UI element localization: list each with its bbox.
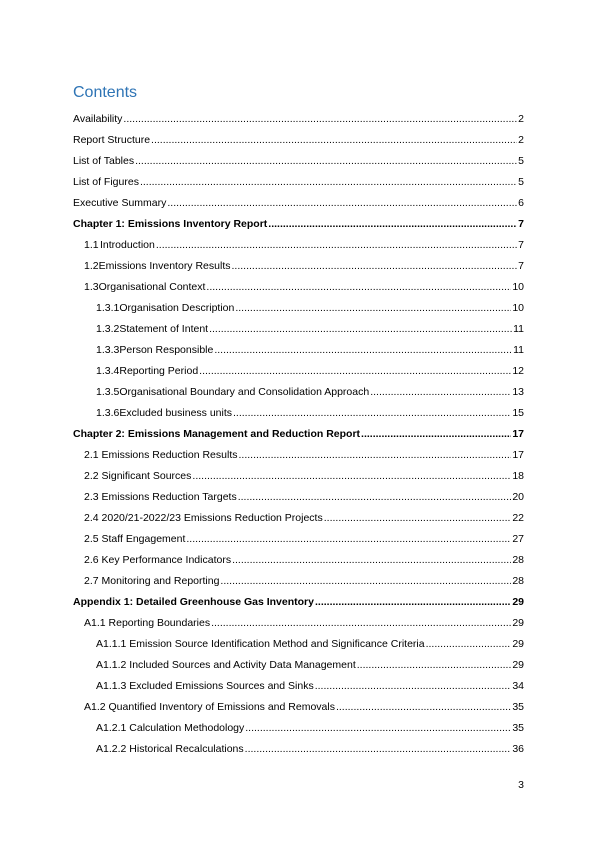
toc-entry[interactable] [0,109,597,130]
dot-leader [370,382,511,403]
toc-entry[interactable] [0,613,597,634]
dot-leader [220,571,511,592]
toc-entry-number: 1.3.2 [96,323,120,335]
dot-leader [209,319,512,340]
toc-entry[interactable] [0,319,597,340]
dot-leader [156,235,517,256]
toc-entry-page: 18 [512,470,524,482]
toc-entry[interactable] [0,676,597,697]
toc-entry-page: 17 [512,428,524,440]
toc-entry-title: 2.7 Monitoring and Reporting [84,575,220,587]
toc-entry-title: A1.2.2 Historical Recalculations [96,743,244,755]
toc-entry-title: Report Structure [73,134,151,146]
contents-heading: Contents [73,84,138,101]
toc-entry-title: Reporting Period [119,365,199,377]
toc-entry[interactable] [0,718,597,739]
toc-entry-page: 12 [512,365,524,377]
toc-entry-title: A1.2 Quantified Inventory of Emissions and Removals [84,701,335,713]
toc-entry[interactable] [0,655,597,676]
toc-entry-title: Chapter 2: Emissions Management and Reduction Report [73,428,361,440]
dot-leader [361,424,511,445]
toc-entry-page: 29 [512,596,524,608]
toc-entry[interactable] [0,298,597,319]
toc-entry[interactable] [0,361,597,382]
dot-leader [232,256,518,277]
toc-entry-title: 2.5 Staff Engagement [84,533,186,545]
dot-leader [245,739,512,760]
toc-entry[interactable] [0,235,597,256]
toc-entry-title: 2.2 Significant Sources [84,470,192,482]
dot-leader [238,487,512,508]
dot-leader [214,340,512,361]
dot-leader [235,298,511,319]
toc-entry[interactable] [0,445,597,466]
toc-entry-title: 2.4 2020/21-2022/23 Emissions Reduction Projects [84,512,323,524]
dot-leader [167,193,517,214]
dot-leader [268,214,517,235]
toc-entry-page: 15 [512,407,524,419]
toc-entry-page: 27 [512,533,524,545]
toc-entry-page: 29 [512,617,524,629]
toc-entry-title: Person Responsible [119,344,214,356]
toc-entry[interactable] [0,508,597,529]
toc-entry-title: A1.1.3 Excluded Emissions Sources and Sinks [96,680,314,692]
toc-entry[interactable] [0,550,597,571]
toc-entry-page: 11 [513,323,524,335]
toc-entry-page: 2 [518,134,524,146]
toc-entry[interactable] [0,592,597,613]
page-number: 3 [518,779,524,791]
toc-entry[interactable] [0,571,597,592]
toc-entry-title: A1.1.1 Emission Source Identification Method and Significance Criteria [96,638,425,650]
toc-entry-title: Statement of Intent [119,323,209,335]
toc-entry[interactable] [0,529,597,550]
dot-leader [357,655,512,676]
toc-entry-page: 34 [512,680,524,692]
toc-entry[interactable] [0,487,597,508]
toc-entry-page: 35 [512,722,524,734]
toc-entry-title: Organisation Description [119,302,235,314]
dot-leader [315,676,512,697]
toc-entry[interactable] [0,256,597,277]
toc-entry-title: List of Tables [73,155,135,167]
toc-entry-page: 10 [512,281,524,293]
toc-entry-page: 22 [512,512,524,524]
toc-entry-title: Appendix 1: Detailed Greenhouse Gas Inventory [73,596,314,608]
toc-entry-title: Availability [73,113,123,125]
toc-entry-page: 20 [512,491,524,503]
dot-leader [123,109,517,130]
toc-entry-title: Organisational Context [98,281,206,293]
toc-entry-title: Chapter 1: Emissions Inventory Report [73,218,268,230]
toc-entry-page: 7 [518,239,524,251]
toc-entry-page: 5 [518,176,524,188]
toc-entry-page: 17 [512,449,524,461]
toc-entry[interactable] [0,382,597,403]
toc-entry-title: Executive Summary [73,197,167,209]
dot-leader [206,277,511,298]
toc-entry-page: 5 [518,155,524,167]
toc-entry-number: 1.3.4 [96,365,120,377]
dot-leader [239,445,512,466]
toc-entry-number: 1.2 [84,260,99,272]
toc-entry-page: 28 [512,554,524,566]
toc-entry[interactable] [0,151,597,172]
dot-leader [192,466,511,487]
toc-entry-page: 29 [512,659,524,671]
dot-leader [135,151,517,172]
toc-entry-page: 7 [518,218,524,230]
toc-entry-title: List of Figures [73,176,139,188]
toc-entry[interactable] [0,130,597,151]
toc-entry-page: 10 [512,302,524,314]
toc-entry-title: Emissions Inventory Results [98,260,231,272]
toc-entry-page: 11 [513,344,524,356]
toc-entry-title: 2.6 Key Performance Indicators [84,554,232,566]
toc-entry-number: 1.3 [84,281,99,293]
toc-entry-title: A1.1 Reporting Boundaries [84,617,211,629]
toc-entry[interactable] [0,172,597,193]
toc-entry-title: A1.1.2 Included Sources and Activity Data Management [96,659,356,671]
toc-entry-page: 6 [518,197,524,209]
dot-leader [211,613,511,634]
toc-entry[interactable] [0,634,597,655]
toc-entry-page: 36 [512,743,524,755]
toc-entry-page: 2 [518,113,524,125]
toc-entry[interactable] [0,424,597,445]
dot-leader [151,130,517,151]
toc-entry[interactable] [0,697,597,718]
toc-entry[interactable] [0,193,597,214]
toc-entry-title: 2.1 Emissions Reduction Results [84,449,238,461]
dot-leader [186,529,511,550]
toc-entry[interactable] [0,340,597,361]
toc-entry-number: 1.3.1 [96,302,120,314]
toc-entry-page: 29 [512,638,524,650]
dot-leader [336,697,511,718]
dot-leader [140,172,517,193]
toc-entry-page: 28 [512,575,524,587]
toc-entry-title: Excluded business units [119,407,233,419]
toc-entry-page: 13 [512,386,524,398]
toc-entry-number: 1.3.6 [96,407,120,419]
toc-entry[interactable] [0,277,597,298]
table-of-contents [0,109,597,760]
toc-entry-title: Introduction [99,239,155,251]
toc-entry-title: Organisational Boundary and Consolidation Approach [119,386,370,398]
toc-entry-number: 1.3.5 [96,386,120,398]
toc-entry[interactable] [0,739,597,760]
toc-entry-page: 7 [518,260,524,272]
toc-entry[interactable] [0,466,597,487]
dot-leader [426,634,512,655]
toc-entry-number: 1.1 [84,239,99,251]
dot-leader [315,592,511,613]
toc-entry-number: 1.3.3 [96,344,120,356]
toc-entry[interactable] [0,403,597,424]
toc-entry-title: 2.3 Emissions Reduction Targets [84,491,237,503]
dot-leader [199,361,511,382]
dot-leader [233,403,511,424]
dot-leader [245,718,511,739]
dot-leader [324,508,512,529]
dot-leader [232,550,511,571]
toc-entry-title: A1.2.1 Calculation Methodology [96,722,245,734]
toc-entry[interactable] [0,214,597,235]
toc-entry-page: 35 [512,701,524,713]
